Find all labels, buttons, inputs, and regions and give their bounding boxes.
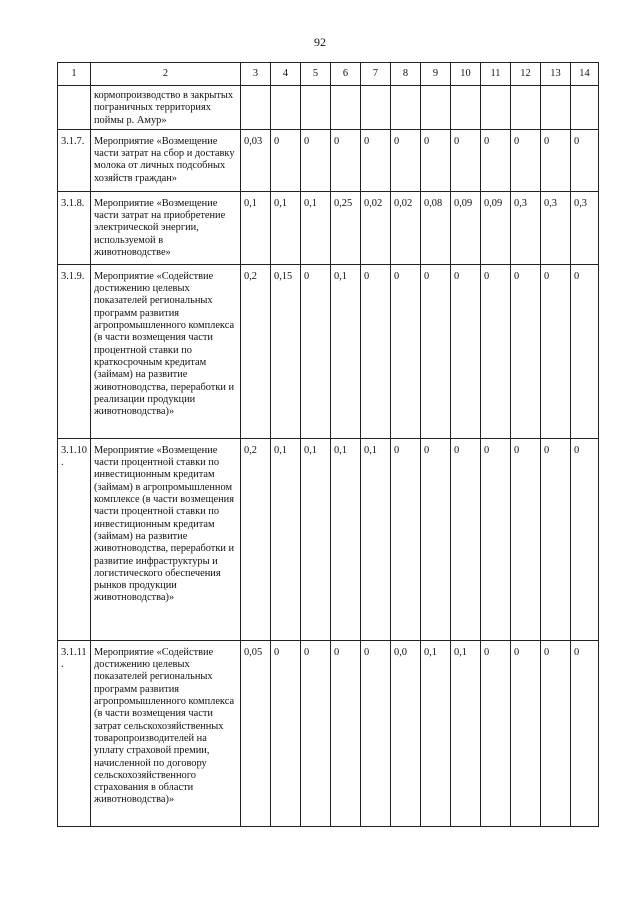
header-cell: 8 bbox=[391, 63, 421, 86]
value-cell: 0,2 bbox=[241, 264, 271, 438]
value-cell: 0,1 bbox=[451, 640, 481, 826]
row-code: 3.1.9. bbox=[58, 264, 91, 438]
value-cell: 0,0 bbox=[391, 640, 421, 826]
value-cell: 0 bbox=[421, 129, 451, 191]
value-cell bbox=[241, 86, 271, 130]
value-cell: 0,02 bbox=[391, 191, 421, 264]
value-cell bbox=[421, 86, 451, 130]
header-cell: 1 bbox=[58, 63, 91, 86]
header-cell: 3 bbox=[241, 63, 271, 86]
value-cell: 0 bbox=[481, 640, 511, 826]
value-cell: 0 bbox=[511, 640, 541, 826]
value-cell: 0 bbox=[541, 640, 571, 826]
row-description: Мероприятие «Содействие достижению целевых показателей региональных программ развития агропромышленного комплекса (в части возмещения части затрат сельскохозяйственных товаропроизводителей на уплату страховой премии, начисленной по договору сельскохозяйственного страхования в области животноводства)» bbox=[91, 640, 241, 826]
value-cell: 0 bbox=[331, 640, 361, 826]
value-cell: 0,03 bbox=[241, 129, 271, 191]
header-cell: 2 bbox=[91, 63, 241, 86]
value-cell: 0,25 bbox=[331, 191, 361, 264]
header-cell: 14 bbox=[571, 63, 599, 86]
value-cell: 0 bbox=[301, 640, 331, 826]
row-code: 3.1.8. bbox=[58, 191, 91, 264]
value-cell: 0,09 bbox=[451, 191, 481, 264]
row-description: кормопроизводство в закрытых пограничных территориях поймы р. Амур» bbox=[91, 86, 241, 130]
value-cell: 0 bbox=[451, 438, 481, 640]
table-row bbox=[58, 438, 599, 640]
value-cell: 0 bbox=[421, 264, 451, 438]
value-cell: 0,1 bbox=[301, 191, 331, 264]
value-cell: 0,2 bbox=[241, 438, 271, 640]
value-cell: 0,1 bbox=[241, 191, 271, 264]
row-description: Мероприятие «Возмещение части затрат на сбор и доставку молока от личных подсобных хозяйств граждан» bbox=[91, 129, 241, 191]
row-description: Мероприятие «Возмещение части затрат на приобретение электрической энергии, используемой в животноводстве» bbox=[91, 191, 241, 264]
header-cell: 4 bbox=[271, 63, 301, 86]
value-cell bbox=[361, 86, 391, 130]
value-cell: 0 bbox=[361, 640, 391, 826]
value-cell: 0,09 bbox=[481, 191, 511, 264]
header-cell: 9 bbox=[421, 63, 451, 86]
value-cell: 0 bbox=[271, 640, 301, 826]
row-code: 3.1.11. bbox=[58, 640, 91, 826]
value-cell: 0,3 bbox=[571, 191, 599, 264]
value-cell bbox=[301, 86, 331, 130]
value-cell: 0 bbox=[451, 264, 481, 438]
value-cell: 0 bbox=[571, 129, 599, 191]
value-cell bbox=[541, 86, 571, 130]
value-cell: 0 bbox=[331, 129, 361, 191]
value-cell: 0 bbox=[481, 264, 511, 438]
value-cell: 0 bbox=[391, 438, 421, 640]
value-cell: 0 bbox=[481, 438, 511, 640]
value-cell: 0 bbox=[541, 264, 571, 438]
value-cell: 0 bbox=[361, 129, 391, 191]
value-cell: 0 bbox=[541, 438, 571, 640]
table-row bbox=[58, 191, 599, 264]
value-cell: 0 bbox=[391, 129, 421, 191]
value-cell: 0 bbox=[571, 438, 599, 640]
value-cell: 0 bbox=[391, 264, 421, 438]
value-cell: 0 bbox=[301, 129, 331, 191]
row-description: Мероприятие «Возмещение части процентной ставки по инвестиционным кредитам (займам) в агропромышленном комплексе (в части возмещения части процентной ставки по инвестиционным кредитам (займам) на развитие животноводства, переработки и развитие инфраструктуры и логистического обеспечения рынков продукции животноводства)» bbox=[91, 438, 241, 640]
header-cell: 11 bbox=[481, 63, 511, 86]
row-description: Мероприятие «Содействие достижению целевых показателей региональных программ развития агропромышленного комплекса (в части возмещения части процентной ставки по краткосрочным кредитам (займам) на развитие животноводства, переработки и реализации продукции животноводства)» bbox=[91, 264, 241, 438]
value-cell bbox=[331, 86, 361, 130]
value-cell: 0,1 bbox=[331, 438, 361, 640]
value-cell: 0 bbox=[481, 129, 511, 191]
value-cell bbox=[481, 86, 511, 130]
value-cell: 0,15 bbox=[271, 264, 301, 438]
header-cell: 7 bbox=[361, 63, 391, 86]
value-cell: 0,1 bbox=[361, 438, 391, 640]
header-cell: 13 bbox=[541, 63, 571, 86]
table-row bbox=[58, 264, 599, 438]
value-cell: 0 bbox=[511, 264, 541, 438]
value-cell: 0 bbox=[451, 129, 481, 191]
value-cell bbox=[511, 86, 541, 130]
header-row bbox=[58, 63, 599, 86]
value-cell: 0 bbox=[541, 129, 571, 191]
value-cell: 0,05 bbox=[241, 640, 271, 826]
row-code: 3.1.7. bbox=[58, 129, 91, 191]
value-cell: 0,1 bbox=[421, 640, 451, 826]
value-cell bbox=[571, 86, 599, 130]
value-cell: 0 bbox=[571, 264, 599, 438]
value-cell: 0,02 bbox=[361, 191, 391, 264]
value-cell: 0 bbox=[271, 129, 301, 191]
indicator-table bbox=[57, 62, 599, 827]
row-code bbox=[58, 86, 91, 130]
table-row bbox=[58, 129, 599, 191]
header-cell: 5 bbox=[301, 63, 331, 86]
value-cell: 0,1 bbox=[271, 438, 301, 640]
value-cell: 0 bbox=[511, 129, 541, 191]
header-cell: 6 bbox=[331, 63, 361, 86]
value-cell: 0 bbox=[421, 438, 451, 640]
value-cell: 0,08 bbox=[421, 191, 451, 264]
value-cell: 0 bbox=[571, 640, 599, 826]
value-cell: 0,3 bbox=[511, 191, 541, 264]
page-number: 92 bbox=[314, 35, 326, 49]
value-cell: 0,1 bbox=[331, 264, 361, 438]
value-cell: 0 bbox=[361, 264, 391, 438]
header-cell: 10 bbox=[451, 63, 481, 86]
table-row bbox=[58, 640, 599, 826]
value-cell bbox=[271, 86, 301, 130]
value-cell bbox=[451, 86, 481, 130]
row-code: 3.1.10. bbox=[58, 438, 91, 640]
table-row bbox=[58, 86, 599, 130]
value-cell: 0,3 bbox=[541, 191, 571, 264]
header-cell: 12 bbox=[511, 63, 541, 86]
value-cell: 0 bbox=[301, 264, 331, 438]
value-cell: 0,1 bbox=[301, 438, 331, 640]
value-cell: 0 bbox=[511, 438, 541, 640]
value-cell: 0,1 bbox=[271, 191, 301, 264]
value-cell bbox=[391, 86, 421, 130]
